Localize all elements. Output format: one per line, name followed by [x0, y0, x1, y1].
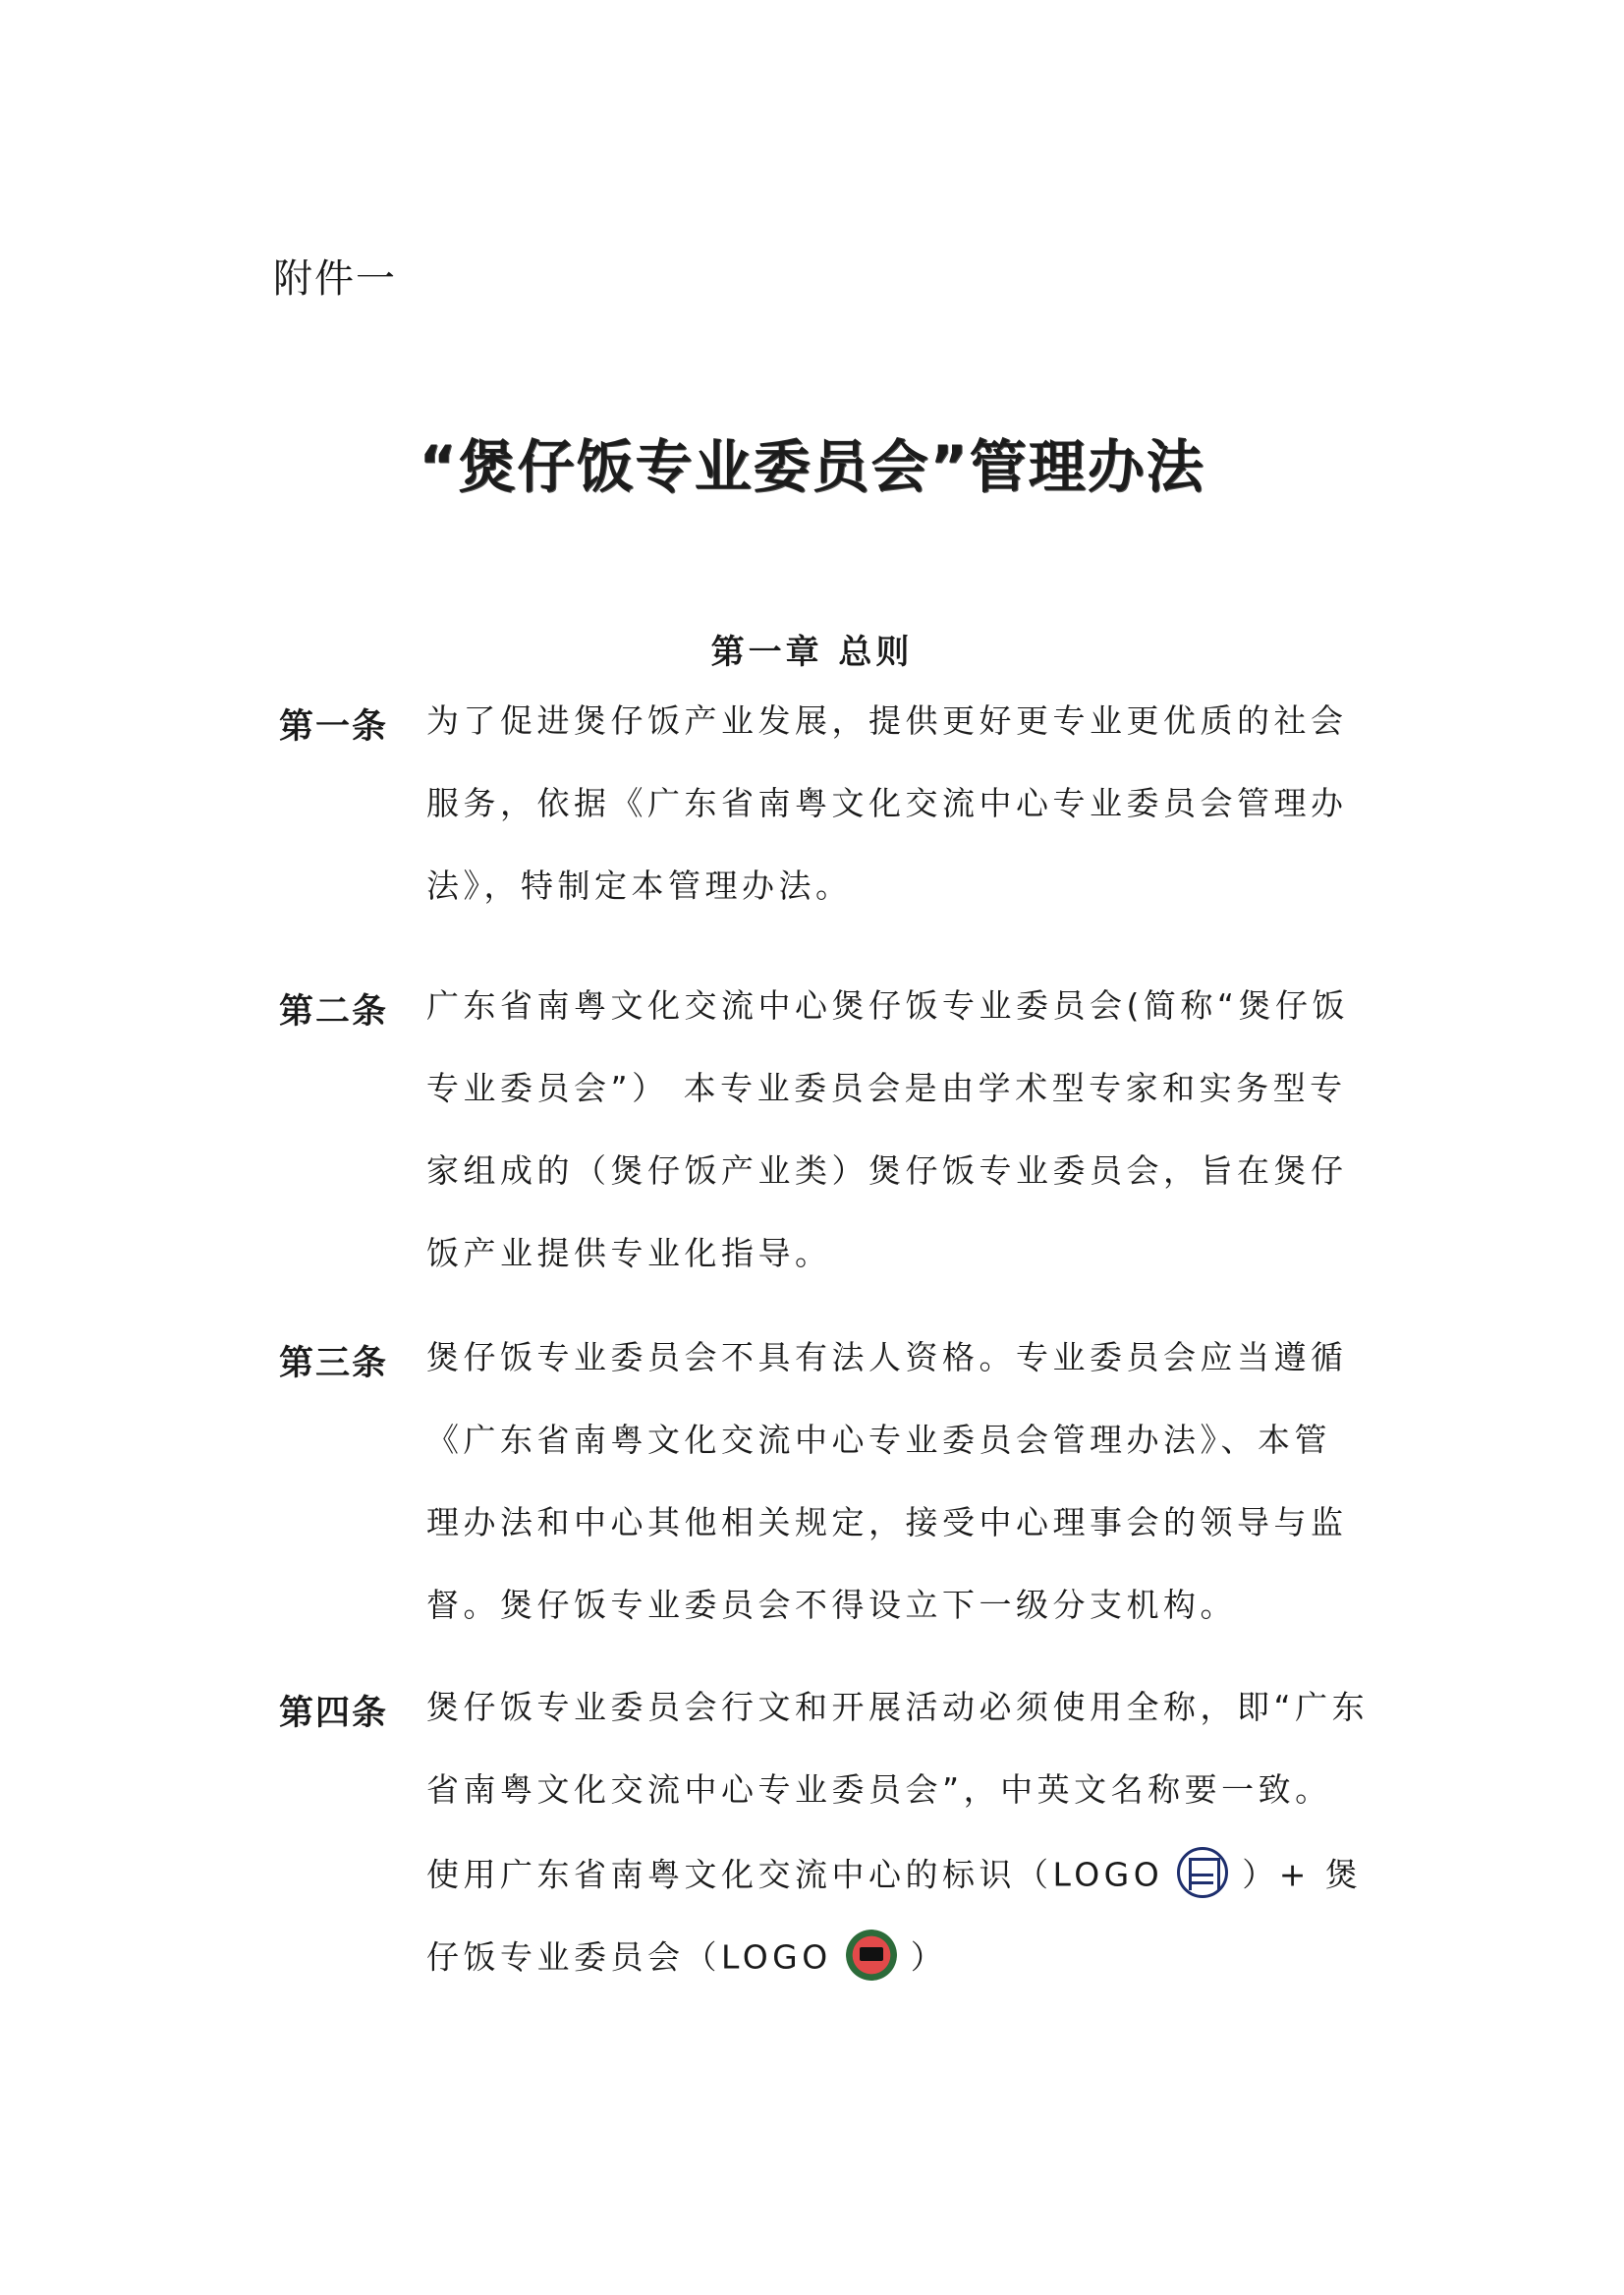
document-title: “煲仔饭专业委员会”管理办法 [419, 433, 1205, 500]
article-label: 第三条 [279, 1344, 389, 1383]
attachment-label: 附件一 [273, 256, 397, 302]
article-body [426, 1686, 1370, 2016]
article-line: 煲仔饭专业委员会不具有法人资格。专业委员会应当遵循 [426, 1338, 1348, 1376]
article-line: 家组成的（煲仔饭产业类）煲仔饭专业委员会，旨在煲仔 [426, 1151, 1348, 1190]
article-line-with-logo [426, 1851, 1366, 1933]
article-line: 理办法和中心其他相关规定，接受中心理事会的领导与监 [426, 1503, 1348, 1541]
logo-line-text-before: 仔饭专业委员会（LOGO [426, 1937, 832, 1977]
article-label: 第二条 [279, 992, 389, 1032]
article-line-with-logo [426, 1933, 1366, 2016]
article-line: 服务，依据《广东省南粤文化交流中心专业委员会管理办 [426, 784, 1348, 822]
article-line: 煲仔饭专业委员会行文和开展活动必须使用全称，即“广东 [426, 1688, 1370, 1726]
claypot-rice-committee-logo-icon [846, 1930, 897, 1981]
article-line: 广东省南粤文化交流中心煲仔饭专业委员会(简称“煲仔饭 [426, 986, 1349, 1025]
logo-line-text-after: ）+ 煲 [1242, 1855, 1363, 1894]
article-line: 饭产业提供专业化指导。 [426, 1234, 832, 1272]
article-body [426, 1336, 1366, 1666]
article-body [426, 984, 1366, 1315]
article-line: 省南粤文化交流中心专业委员会”，中英文名称要一致。 [426, 1770, 1332, 1809]
article-label: 第四条 [279, 1694, 389, 1733]
article-body [426, 700, 1366, 947]
logo-line-text-before: 使用广东省南粤文化交流中心的标识（LOGO [426, 1855, 1164, 1894]
article-line: 为了促进煲仔饭产业发展，提供更好更专业更优质的社会 [426, 701, 1348, 740]
article-line: 专业委员会”） 本专业委员会是由学术型专家和实务型专 [426, 1069, 1347, 1107]
chapter-heading: 第一章 总则 [710, 633, 914, 672]
logo-line-text-after: ） [910, 1937, 948, 1977]
article-line: 督。煲仔饭专业委员会不得设立下一级分支机构。 [426, 1586, 1237, 1624]
article-label: 第一条 [279, 707, 389, 747]
nanyue-center-logo-icon [1177, 1847, 1228, 1898]
article-line: 《广东省南粤文化交流中心专业委员会管理办法》、本管 [426, 1421, 1331, 1459]
article-line: 法》，特制定本管理办法。 [426, 867, 853, 905]
